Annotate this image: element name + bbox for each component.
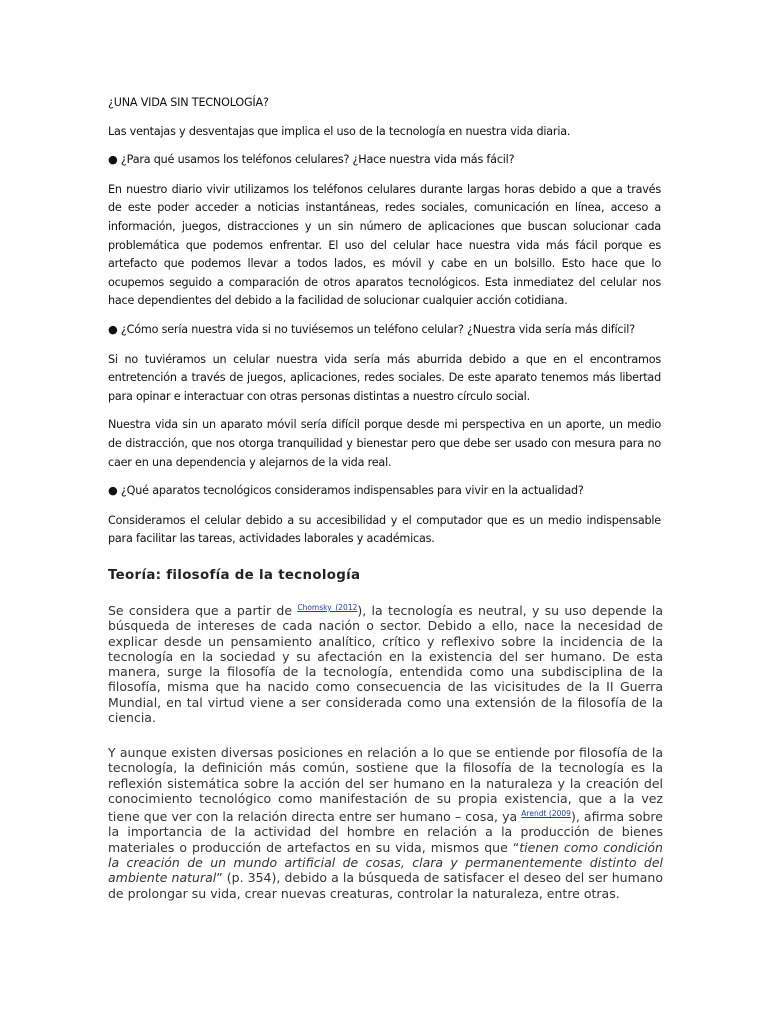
theory-paragraph-2 — [108, 745, 663, 901]
qa-section — [108, 94, 661, 559]
answer-1: En nuestro diario vivir utilizamos los teléfonos celulares durante largas horas debido a que a través de este poder acceder a noticias instantáneas, redes sociales, comunicación en línea, acceso a información, juegos, distracciones y un sin número de aplicaciones que buscan solucionar cada problemática que podemos enfrentar. El uso del celular hace nuestra vida más fácil porque es artefacto que podemos llevar a todos lados, es móvil y cabe en un bolsillo. Esto hace que lo ocupemos seguido a comparación de otros aparatos tecnológicos. Esta inmediatez del celular nos hace dependientes del debido a la facilidad de solucionar cualquier acción cotidiana. — [108, 182, 661, 308]
answer-2a: Si no tuviéramos un celular nuestra vida sería más aburrida debido a que en el encontramos entretención a través de juegos, aplicaciones, redes sociales. De este aparato tenemos más libertad para opinar e interactuar con otras personas distintas a nuestro círculo social. — [108, 352, 661, 403]
intro-paragraph: Las ventajas y desventajas que implica el uso de la tecnología en nuestra vida diaria. — [108, 124, 571, 138]
answer-2b: Nuestra vida sin un aparato móvil sería difícil porque desde mi perspectiva en un aporte, un medio de distracción, que nos otorga tranquilidad y bienestar pero que debe ser usado con mesura para no caer en una dependencia y alejarnos de la vida real. — [108, 418, 661, 469]
answer-3: Consideramos el celular debido a su accesibilidad y el computador que es un medio indispensable para facilitar las tareas, actividades laborales y académicas. — [108, 513, 661, 546]
section-heading: Teoría: filosofía de la tecnología — [108, 568, 361, 583]
question-2: ● ¿Cómo sería nuestra vida si no tuviésemos un teléfono celular? ¿Nuestra vida sería más difícil? — [108, 322, 635, 336]
question-3: ● ¿Qué aparatos tecnológicos consideramos indispensables para vivir en la actualidad? — [108, 484, 584, 498]
document-title: ¿UNA VIDA SIN TECNOLOGÍA? — [108, 96, 269, 109]
chomsky-citation-link[interactable]: Chomsky (2012 — [297, 603, 358, 612]
arendt-quote: tienen como condición la creación de un mundo artificial de cosas, clara y permanentemente distinto del ambiente natural — [108, 839, 663, 886]
question-1: ● ¿Para qué usamos los teléfonos celulares? ¿Hace nuestra vida más fácil? — [108, 153, 515, 167]
p6-text-mid: ), afirma sobre la importancia de la actividad del hombre en relación a la producción de bienes materiales o producción de artefactos en su vida, mismos que “ — [108, 809, 663, 855]
p5-text-rest: ), la tecnología es neutral, y su uso depende la búsqueda de intereses de cada nación o sector. Debido a ello, nace la necesidad de explicar desde un pensamiento analítico, crítico y reflexivo sobre la incidencia de la tecnología en la sociedad y su afectación en la existencia del ser humano. De esta manera, surge la filosofía de la tecnología, entendida como una subdisciplina de la filosofía, misma que ha nacido como consecuencia de las vicisitudes de la II Guerra Mundial, en tal virtud viene a ser considerada como una extensión de la filosofía de la ciencia. — [108, 603, 663, 726]
theory-paragraph-1 — [108, 600, 663, 725]
p6-text-start: Y aunque existen diversas posiciones en relación a lo que se entiende por filosofía de la tecnología, la definición más común, sostiene que la filosofía de la tecnología es la reflexión sistemática sobre la acción del ser humano en la naturaleza y la creación del conocimiento tecnológico como manifestación de su propia existencia, que a la vez tiene que ver con la relación directa entre ser humano – cosa, ya — [108, 745, 663, 825]
arendt-citation-link[interactable]: Arendt (2009 — [521, 809, 571, 819]
p5-text-start: Se considera que a partir de — [108, 603, 298, 618]
p6-text-end: ” (p. 354), debido a la búsqueda de satisfacer el deseo del ser humano de prolongar su vida, crear nuevas creaturas, controlar la naturaleza, entre otras. — [108, 870, 663, 901]
